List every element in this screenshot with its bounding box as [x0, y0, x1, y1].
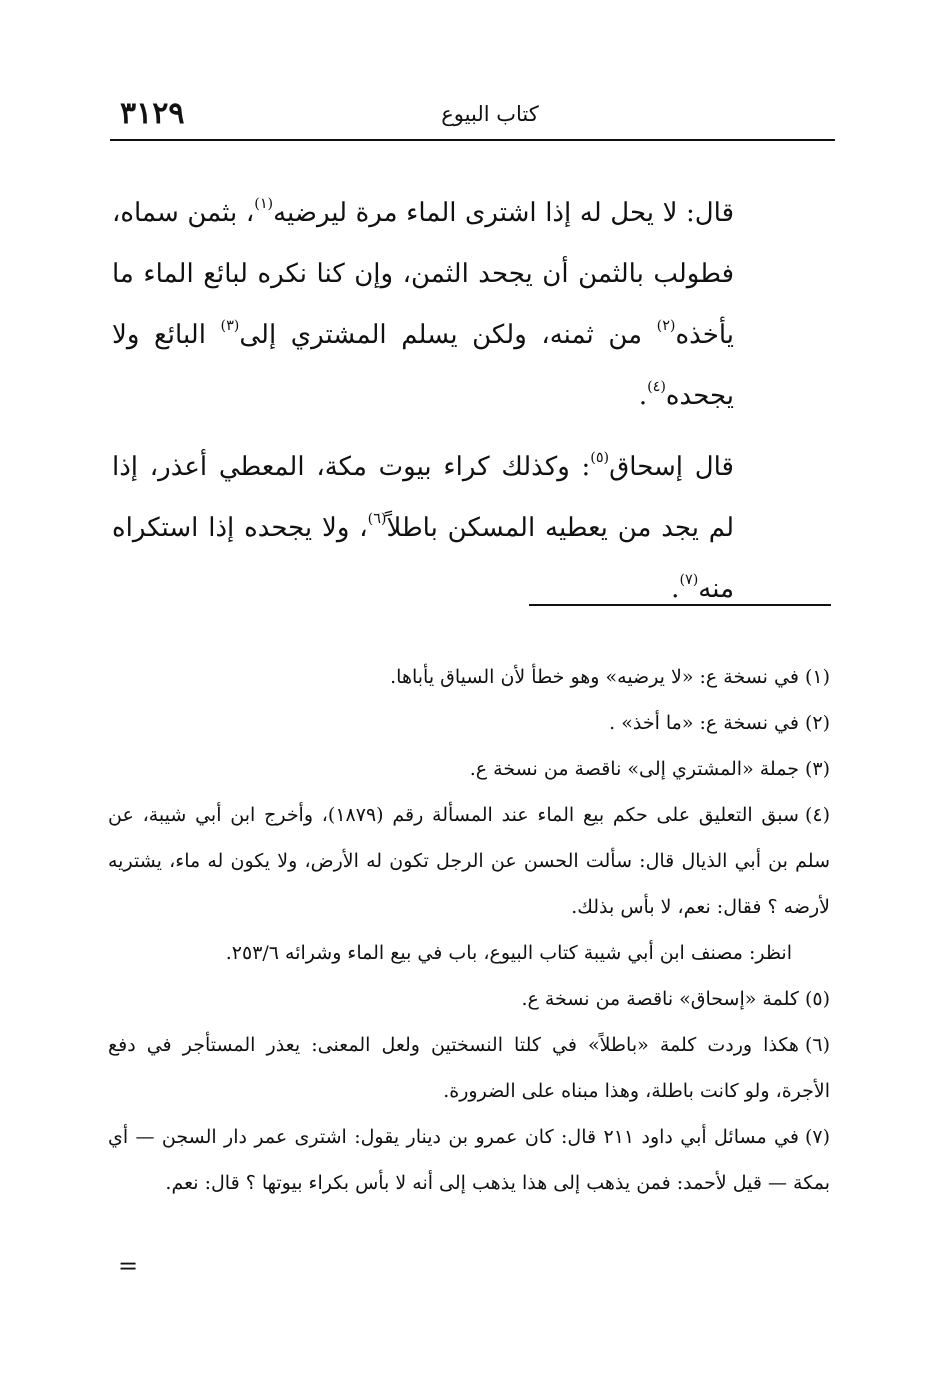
text-run: ، ولا يجحده إذا استكراه منه [112, 513, 734, 604]
footnote-text: في مسائل أبي داود ٢١١ قال: كان عمرو بن دينار يقول: اشترى عمر دار السجن — أي بمكة — قيل لأحمد: فمن يذهب إلى هذا يذهب إلى أنه لا بأس بكراء بيوتها ؟ قال: نعم. [108, 1126, 830, 1194]
text-run: ، بثمن سماه، فطولب بالثمن أن يجحد الثمن، وإن كنا نكره لبائع الماء ما يأخذه [112, 198, 734, 350]
footnote-number: (٢) [804, 712, 830, 734]
text-run: قال: لا يحل له إذا اشترى الماء مرة ليرضيه [273, 198, 734, 228]
footnote-text: جملة «المشتري إلى» ناقصة من نسخة ع. [469, 758, 799, 780]
footnote-number: (٣) [804, 758, 830, 780]
footnote-5 [108, 976, 830, 1022]
footnote-2 [108, 700, 830, 746]
footnote-text: في نسخة ع: «ما أخذ» . [609, 712, 799, 734]
paragraph-1 [112, 183, 734, 427]
footnote-number: (٧) [804, 1126, 831, 1148]
footnote-number: (٥) [804, 988, 830, 1010]
text-run: البائع ولا يجحده [112, 320, 734, 411]
footnote-7 [108, 1114, 830, 1206]
main-text [112, 183, 734, 620]
footnote-1 [108, 654, 830, 700]
text-run: . [671, 574, 680, 604]
footnote-6 [108, 1022, 830, 1114]
footnote-text: سبق التعليق على حكم بيع الماء عند المسألة رقم (١٨٧٩)، وأخرج ابن أبي شيبة، عن سلم بن أبي الذيال قال: سألت الحسن عن الرجل تكون له الأرض، ولا يكون له ماء، يشتريه لأرضه ؟ فقال: نعم، لا بأس بذلك. [108, 804, 830, 918]
continuation-mark: = [118, 1252, 139, 1280]
footnote-ref-1: (١) [254, 196, 274, 213]
footnote-4 [108, 792, 830, 930]
footnote-number: (٤) [804, 804, 830, 826]
text-run: قال إسحاق [609, 452, 734, 482]
text-run: من ثمنه، ولكن يسلم المشتري إلى [239, 320, 657, 350]
paragraph-2 [112, 437, 734, 620]
footnote-number: (٦) [804, 1034, 830, 1056]
text-run: . [638, 381, 648, 411]
footnote-ref-4: (٤) [647, 379, 666, 396]
footnote-separator [529, 604, 831, 606]
page-number: ٣١٢٩ [120, 96, 185, 131]
footnote-text: كلمة «إسحاق» ناقصة من نسخة ع. [521, 988, 799, 1010]
footnote-ref-6: (٦) [367, 511, 387, 528]
header-rule [110, 139, 835, 141]
running-title: كتاب البيوع [441, 102, 539, 126]
footnote-text: هكذا وردت كلمة «باطلاً» في كلتا النسختين ولعل المعنى: يعذر المستأجر في دفع الأجرة، ولو كانت باطلة، وهذا مبناه على الضرورة. [108, 1034, 830, 1102]
footnote-number: (١) [804, 666, 830, 688]
footnote-text: في نسخة ع: «لا يرضيه» وهو خطأ لأن السياق يأباها. [390, 666, 799, 688]
footnote-3 [108, 746, 830, 792]
footnote-ref-5: (٥) [590, 450, 610, 467]
footnotes [108, 654, 830, 1206]
footnote-ref-2: (٢) [656, 318, 676, 335]
footnote-ref-3: (٣) [220, 318, 240, 335]
footnote-ref-7: (٧) [679, 572, 699, 589]
text-run: : وكذلك كراء بيوت مكة، المعطي أعذر، إذا لم يجد من يعطيه المسكن باطلاً [112, 452, 734, 543]
page-header [110, 96, 834, 136]
footnote-4-continuation: انظر: مصنف ابن أبي شيبة كتاب البيوع، باب في بيع الماء وشرائه ٢٥٣/٦. [225, 942, 792, 964]
